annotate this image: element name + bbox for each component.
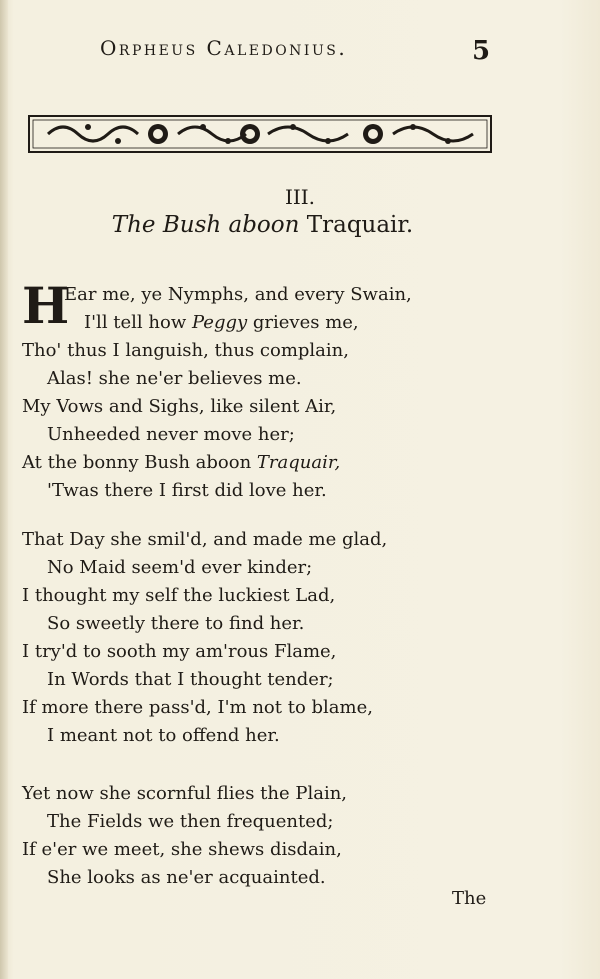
running-title: Orpheus Caledonius. — [100, 36, 348, 60]
song-title-italic: The Bush aboon — [111, 212, 300, 238]
verse-line: Alas! she ne'er believes me. — [47, 368, 302, 389]
ornament-icon — [28, 115, 492, 153]
catchword: The — [452, 888, 487, 909]
verse-line: The Fields we then frequented; — [47, 811, 334, 832]
verse-line: I thought my self the luckiest Lad, — [22, 585, 336, 606]
drop-cap: H — [22, 276, 70, 335]
song-numeral: III. — [284, 185, 316, 209]
verse-line: Unheeded never move her; — [47, 424, 295, 445]
verse-line: I'll tell how Peggy grieves me, — [84, 312, 359, 333]
verse-line: So sweetly there to find her. — [47, 613, 305, 634]
song-title — [0, 212, 525, 238]
verse-line: In Words that I thought tender; — [47, 669, 334, 690]
verse-line: My Vows and Sighs, like silent Air, — [22, 396, 337, 417]
verse-line: That Day she smil'd, and made me glad, — [22, 529, 388, 550]
verse-line: Ear me, ye Nymphs, and every Swain, — [64, 284, 412, 305]
verse-line: At the bonny Bush aboon Traquair, — [22, 452, 341, 473]
stanza-1a — [64, 281, 412, 337]
verse-line: I try'd to sooth my am'rous Flame, — [22, 641, 337, 662]
verse-line: I meant not to offend her. — [47, 725, 280, 746]
verse-line: If e'er we meet, she shews disdain, — [22, 839, 342, 860]
page-gutter — [0, 0, 8, 979]
verse-line: She looks as ne'er acquainted. — [47, 867, 326, 888]
verse-line: 'Twas there I first did love her. — [47, 480, 327, 501]
stanza-1b — [22, 337, 349, 505]
verse-line: No Maid seem'd ever kinder; — [47, 557, 313, 578]
verse-line: If more there pass'd, I'm not to blame, — [22, 697, 373, 718]
stanza-3 — [22, 780, 347, 892]
stanza-2 — [22, 526, 387, 750]
verse-line: Yet now she scornful flies the Plain, — [22, 783, 348, 804]
song-title-roman: Traquair. — [306, 212, 414, 238]
verse-line: Tho' thus I languish, thus complain, — [22, 340, 349, 361]
page-number: 5 — [472, 36, 491, 66]
